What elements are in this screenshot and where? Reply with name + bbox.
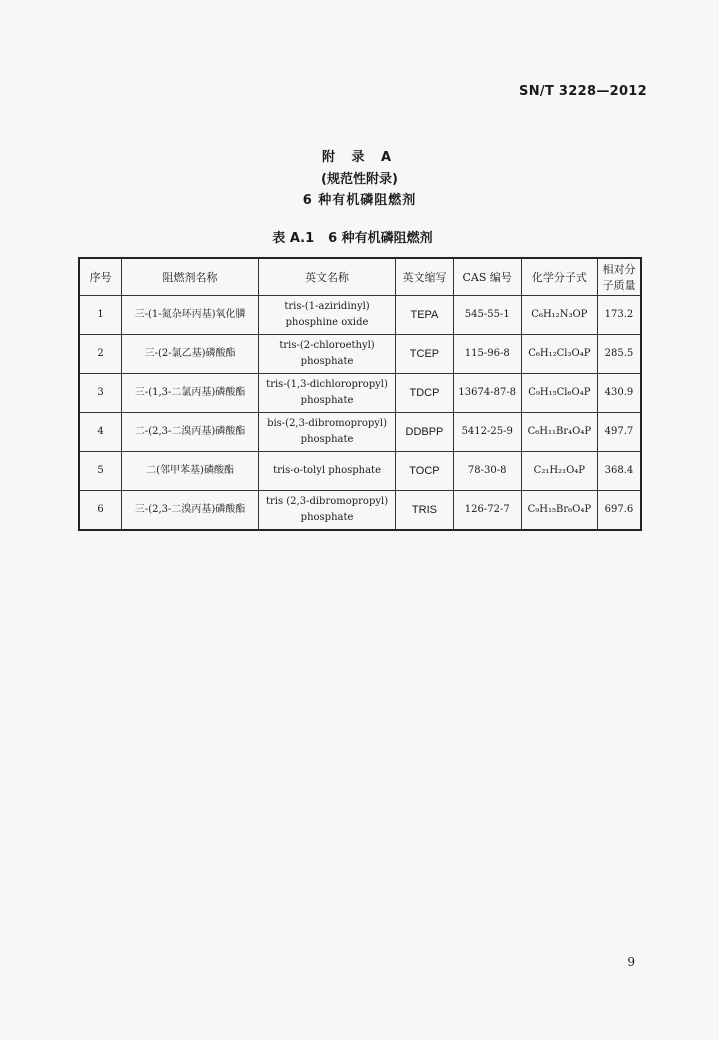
cell-abbr: TEPA <box>396 296 453 335</box>
table-row <box>79 413 641 452</box>
table-caption-number: 表 A.1 <box>272 231 315 246</box>
cell-mw: 368.4 <box>597 452 641 491</box>
cell-name-cn: 三-(1-氮杂环丙基)氧化膦 <box>122 296 259 335</box>
cell-name-en: bis-(2,3-dibromopropyl) phosphate <box>258 413 395 452</box>
cell-name-cn: 三-(1,3-二氯丙基)磷酸酯 <box>122 374 259 413</box>
cell-abbr: TCEP <box>396 335 453 374</box>
cell-name-en: tris (2,3-dibromopropyl) phosphate <box>258 491 395 531</box>
table-row <box>79 491 641 531</box>
appendix-label: 附 录 A <box>321 150 398 165</box>
cell-name-cn: 三-(2-氯乙基)磷酸酯 <box>122 335 259 374</box>
cell-cas: 545-55-1 <box>453 296 521 335</box>
appendix-type: (规范性附录) <box>321 172 398 187</box>
col-header-formula: 化学分子式 <box>521 258 597 296</box>
cell-no: 1 <box>79 296 122 335</box>
cell-formula: C₉H₁₅Br₆O₄P <box>521 491 597 531</box>
table-header-row <box>79 258 641 296</box>
cell-no: 6 <box>79 491 122 531</box>
cell-name-en: tris-(1-aziridinyl) phosphine oxide <box>258 296 395 335</box>
cell-cas: 115-96-8 <box>453 335 521 374</box>
cell-no: 4 <box>79 413 122 452</box>
cell-formula: C₆H₁₂Cl₃O₄P <box>521 335 597 374</box>
cell-abbr: TOCP <box>396 452 453 491</box>
table-row <box>79 335 641 374</box>
cell-name-cn: 二-(2,3-二溴丙基)磷酸酯 <box>122 413 259 452</box>
table-caption-title: 6 种有机磷阻燃剂 <box>328 231 433 246</box>
flame-retardant-table <box>78 257 642 531</box>
cell-mw: 430.9 <box>597 374 641 413</box>
cell-name-en: tris-o-tolyl phosphate <box>258 452 395 491</box>
col-header-name-cn: 阻燃剂名称 <box>122 258 259 296</box>
cell-name-cn: 二(邻甲苯基)磷酸酯 <box>122 452 259 491</box>
cell-mw: 173.2 <box>597 296 641 335</box>
cell-abbr: TRIS <box>396 491 453 531</box>
col-header-no: 序号 <box>79 258 122 296</box>
col-header-abbr: 英文缩写 <box>396 258 453 296</box>
col-header-mw: 相对分子质量 <box>597 258 641 296</box>
table-row <box>79 296 641 335</box>
standard-code: SN/T 3228—2012 <box>519 84 647 99</box>
col-header-cas: CAS 编号 <box>453 258 521 296</box>
page-number: 9 <box>627 955 635 969</box>
cell-cas: 78-30-8 <box>453 452 521 491</box>
table-row <box>79 452 641 491</box>
cell-cas: 126-72-7 <box>453 491 521 531</box>
cell-no: 2 <box>79 335 122 374</box>
table-caption <box>0 227 719 246</box>
cell-formula: C₆H₁₁Br₄O₄P <box>521 413 597 452</box>
cell-cas: 13674-87-8 <box>453 374 521 413</box>
col-header-name-en: 英文名称 <box>258 258 395 296</box>
cell-name-en: tris-(1,3-dichloropropyl) phosphate <box>258 374 395 413</box>
cell-mw: 497.7 <box>597 413 641 452</box>
cell-formula: C₆H₁₂N₃OP <box>521 296 597 335</box>
cell-formula: C₉H₁₅Cl₆O₄P <box>521 374 597 413</box>
appendix-title: 6 种有机磷阻燃剂 <box>302 193 417 208</box>
cell-abbr: DDBPP <box>396 413 453 452</box>
cell-abbr: TDCP <box>396 374 453 413</box>
cell-name-cn: 三-(2,3-二溴丙基)磷酸酯 <box>122 491 259 531</box>
cell-no: 5 <box>79 452 122 491</box>
cell-formula: C₂₁H₂₁O₄P <box>521 452 597 491</box>
cell-mw: 697.6 <box>597 491 641 531</box>
cell-mw: 285.5 <box>597 335 641 374</box>
cell-no: 3 <box>79 374 122 413</box>
cell-name-en: tris-(2-chloroethyl) phosphate <box>258 335 395 374</box>
cell-cas: 5412-25-9 <box>453 413 521 452</box>
table-row <box>79 374 641 413</box>
